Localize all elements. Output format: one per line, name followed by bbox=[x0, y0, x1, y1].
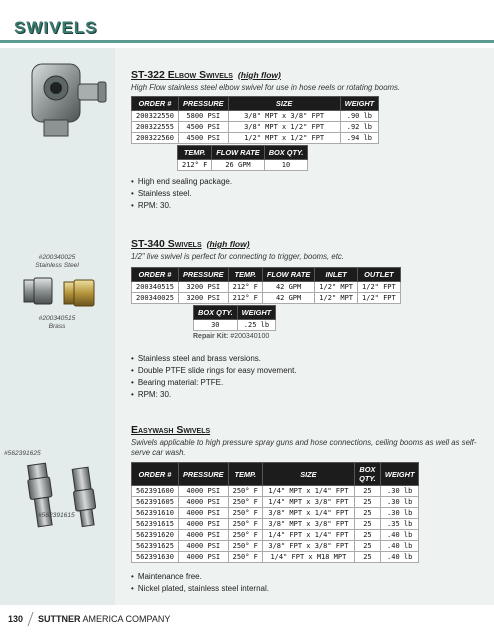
table-cell: 562391605 bbox=[132, 497, 179, 508]
table-row bbox=[178, 160, 308, 171]
table-row bbox=[132, 508, 419, 519]
st340-section bbox=[131, 238, 486, 402]
table-cell: 3/8" MPT x 3/8" FPT bbox=[262, 519, 354, 530]
table-cell: .30 lb bbox=[380, 508, 419, 519]
table-cell: 4500 PSI bbox=[178, 133, 228, 144]
table-header-cell: ORDER # bbox=[132, 97, 179, 111]
table-cell: 3200 PSI bbox=[178, 282, 228, 293]
table-cell: 1/4" MPT x 1/4" FPT bbox=[262, 486, 354, 497]
st322-features bbox=[131, 177, 486, 210]
table-cell: .30 lb bbox=[380, 486, 419, 497]
table-row bbox=[132, 486, 419, 497]
table-cell: 200322550 bbox=[132, 111, 179, 122]
table-header-cell: TEMP. bbox=[228, 268, 262, 282]
st322-section bbox=[131, 69, 486, 213]
table-cell: 1/2" FPT bbox=[358, 293, 401, 304]
page-title: SWIVELS bbox=[14, 18, 98, 37]
table-header-row bbox=[194, 306, 276, 320]
table-cell: .35 lb bbox=[380, 519, 419, 530]
company-name: SUTTNER AMERICA COMPANY bbox=[38, 614, 171, 624]
table-cell: 4000 PSI bbox=[178, 519, 228, 530]
table-cell: .92 lb bbox=[340, 122, 379, 133]
table-cell: 3/8" MPT x 3/8" FPT bbox=[228, 111, 340, 122]
list-item: • Stainless steel and brass versions. bbox=[131, 354, 486, 363]
table-cell: 250° F bbox=[228, 541, 262, 552]
table-cell: 25 bbox=[354, 486, 380, 497]
table-header-cell: PRESSURE bbox=[178, 463, 228, 486]
st340-description: 1/2" live swivel is perfect for connecting to trigger, booms, etc. bbox=[131, 252, 344, 261]
st340-title: ST-340 Swivels (high flow) bbox=[131, 238, 250, 250]
table-row bbox=[132, 111, 379, 122]
table-row bbox=[132, 282, 401, 293]
list-item: • High end sealing package. bbox=[131, 177, 486, 186]
table-header-cell: WEIGHT bbox=[340, 97, 379, 111]
easywash-features bbox=[131, 572, 486, 593]
table-cell: 3/8" MPT x 1/2" FPT bbox=[228, 122, 340, 133]
footer-divider bbox=[27, 612, 33, 626]
table-row bbox=[132, 552, 419, 563]
table-cell: .40 lb bbox=[380, 541, 419, 552]
list-item: • RPM: 30. bbox=[131, 390, 486, 399]
table-cell: .30 lb bbox=[380, 497, 419, 508]
easywash-photo-label-2: #562391615 bbox=[38, 512, 75, 519]
table-cell: 200340025 bbox=[132, 293, 179, 304]
table-cell: 42 GPM bbox=[262, 293, 314, 304]
table-header-row bbox=[132, 268, 401, 282]
list-item: • Bearing material: PTFE. bbox=[131, 378, 486, 387]
table-header-cell: FLOW RATE bbox=[212, 146, 264, 160]
table-header-cell: FLOW RATE bbox=[262, 268, 314, 282]
table-cell: 1/2" MPT bbox=[315, 293, 358, 304]
table-cell: 25 bbox=[354, 519, 380, 530]
st322-description: High Flow stainless steel elbow swivel for use in hose reels or rotating booms. bbox=[131, 83, 401, 92]
st340-subtable bbox=[193, 305, 276, 331]
table-cell: 212° F bbox=[178, 160, 212, 171]
table-row bbox=[132, 541, 419, 552]
st340-photo-label-stainless: #200340025 Stainless Steel bbox=[35, 254, 79, 269]
table-cell: 1/2" MPT x 1/2" FPT bbox=[228, 133, 340, 144]
st322-title: ST-322 Elbow Swivels (high flow) bbox=[131, 69, 281, 81]
easywash-title: Easywash Swivels bbox=[131, 424, 211, 436]
table-cell: .40 lb bbox=[380, 530, 419, 541]
list-item: • Stainless steel. bbox=[131, 189, 486, 198]
table-header-row bbox=[132, 463, 419, 486]
table-cell: 4000 PSI bbox=[178, 486, 228, 497]
table-header-cell: TEMP. bbox=[228, 463, 262, 486]
table-cell: 200340515 bbox=[132, 282, 179, 293]
table-cell: 25 bbox=[354, 552, 380, 563]
table-cell: 4000 PSI bbox=[178, 541, 228, 552]
table-cell: 562391630 bbox=[132, 552, 179, 563]
table-cell: 212° F bbox=[228, 293, 262, 304]
table-header-cell: WEIGHT bbox=[237, 306, 276, 320]
table-cell: 200322560 bbox=[132, 133, 179, 144]
table-row bbox=[194, 320, 276, 331]
list-item: • Double PTFE slide rings for easy movement. bbox=[131, 366, 486, 375]
table-cell: .90 lb bbox=[340, 111, 379, 122]
table-row bbox=[132, 133, 379, 144]
table-cell: 562391620 bbox=[132, 530, 179, 541]
table-cell: 30 bbox=[194, 320, 238, 331]
table-cell: 3200 PSI bbox=[178, 293, 228, 304]
table-header-cell: PRESSURE bbox=[178, 97, 228, 111]
table-cell: 200322555 bbox=[132, 122, 179, 133]
table-cell: 1/2" FPT bbox=[358, 282, 401, 293]
table-header-cell: SIZE bbox=[228, 97, 340, 111]
table-cell: 4000 PSI bbox=[178, 552, 228, 563]
table-header-cell: TEMP. bbox=[178, 146, 212, 160]
table-row bbox=[132, 530, 419, 541]
table-cell: 3/8" FPT x 3/8" FPT bbox=[262, 541, 354, 552]
table-row bbox=[132, 122, 379, 133]
st340-repair-kit: Repair Kit: #200340100 bbox=[193, 333, 270, 340]
table-cell: 4500 PSI bbox=[178, 122, 228, 133]
st340-table bbox=[131, 267, 401, 304]
easywash-swivel-image bbox=[22, 462, 108, 537]
table-row bbox=[132, 497, 419, 508]
table-cell: 250° F bbox=[228, 552, 262, 563]
table-header-cell: BOX QTY. bbox=[194, 306, 238, 320]
st322-table bbox=[131, 96, 379, 144]
table-cell: 42 GPM bbox=[262, 282, 314, 293]
table-cell: 562391615 bbox=[132, 519, 179, 530]
title-divider bbox=[0, 40, 494, 43]
table-cell: 25 bbox=[354, 541, 380, 552]
table-cell: 25 bbox=[354, 497, 380, 508]
easywash-photo-label-1: #562391625 bbox=[4, 450, 41, 457]
table-cell: 1/2" MPT bbox=[315, 282, 358, 293]
table-cell: 1/4" MPT x 3/8" FPT bbox=[262, 497, 354, 508]
table-cell: 25 bbox=[354, 530, 380, 541]
table-header-cell: PRESSURE bbox=[178, 268, 228, 282]
page-number: 130 bbox=[8, 614, 24, 624]
table-header-cell: ORDER # bbox=[132, 268, 179, 282]
table-cell: 562391625 bbox=[132, 541, 179, 552]
table-header-cell: WEIGHT bbox=[380, 463, 419, 486]
table-header-cell: SIZE bbox=[262, 463, 354, 486]
list-item: • Maintenance free. bbox=[131, 572, 486, 581]
easywash-table bbox=[131, 462, 419, 563]
st340-features bbox=[131, 354, 486, 399]
table-cell: 4000 PSI bbox=[178, 497, 228, 508]
st322-subtable bbox=[177, 145, 308, 171]
table-cell: .40 lb bbox=[380, 552, 419, 563]
table-cell: 250° F bbox=[228, 486, 262, 497]
table-cell: 26 GPM bbox=[212, 160, 264, 171]
table-cell: 562391610 bbox=[132, 508, 179, 519]
easywash-section bbox=[131, 424, 486, 596]
table-row bbox=[132, 293, 401, 304]
table-cell: 250° F bbox=[228, 508, 262, 519]
st340-photo-label-brass: #200340515 Brass bbox=[38, 315, 76, 330]
table-cell: .94 lb bbox=[340, 133, 379, 144]
table-cell: 562391600 bbox=[132, 486, 179, 497]
table-header-cell: INLET bbox=[315, 268, 358, 282]
table-cell: 4000 PSI bbox=[178, 530, 228, 541]
table-cell: 5800 PSI bbox=[178, 111, 228, 122]
easywash-description: Swivels applicable to high pressure spray guns and hose connections, ceiling booms as well as self-serve car wash. bbox=[131, 438, 477, 457]
table-cell: 1/4" FPT x M18 MPT bbox=[262, 552, 354, 563]
st340-swivel-image bbox=[20, 274, 100, 319]
table-header-cell: BOX QTY. bbox=[264, 146, 308, 160]
table-cell: 25 bbox=[354, 508, 380, 519]
table-header-row bbox=[178, 146, 308, 160]
table-cell: 1/4" FPT x 1/4" FPT bbox=[262, 530, 354, 541]
table-cell: .25 lb bbox=[237, 320, 276, 331]
list-item: • Nickel plated, stainless steel internal. bbox=[131, 584, 486, 593]
table-cell: 250° F bbox=[228, 530, 262, 541]
table-header-cell: BOX QTY. bbox=[354, 463, 380, 486]
table-cell: 10 bbox=[264, 160, 308, 171]
list-item: • RPM: 30. bbox=[131, 201, 486, 210]
table-cell: 212° F bbox=[228, 282, 262, 293]
table-header-cell: OUTLET bbox=[358, 268, 401, 282]
table-header-cell: ORDER # bbox=[132, 463, 179, 486]
table-cell: 250° F bbox=[228, 519, 262, 530]
table-header-row bbox=[132, 97, 379, 111]
table-cell: 250° F bbox=[228, 497, 262, 508]
table-cell: 3/8" MPT x 1/4" FPT bbox=[262, 508, 354, 519]
st322-elbow-swivel-image bbox=[14, 58, 110, 147]
table-row bbox=[132, 519, 419, 530]
table-cell: 4000 PSI bbox=[178, 508, 228, 519]
